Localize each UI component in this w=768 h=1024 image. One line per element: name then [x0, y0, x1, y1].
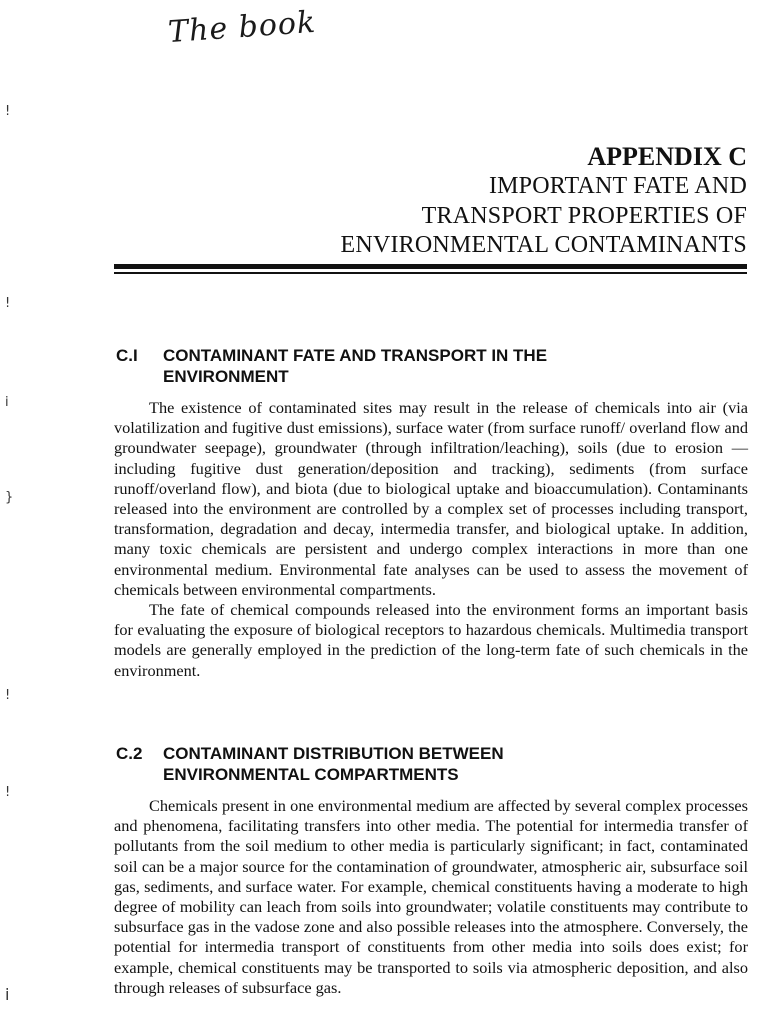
margin-mark: ! [5, 688, 11, 703]
paragraph: Chemicals present in one environmental medium are affected by several complex processes and phenomena, facilitating transfers into other media. The potential for intermedia transfer of pollutants from the soil medium to other media is particularly significant; in fact, contaminated soil can be a major source for the contamination of groundwater, atmospheric air, subsurface soil gas, sediments, and surface water. For example, chemical constituents having a moderate to high degree of mobility can leach from soils into groundwater; volatile constituents may contribute to subsurface gas in the vadose zone and also possible releases into the atmosphere. Conversely, the potential for intermedia transport of constituents from other media into soils does exist; for example, chemical constituents may be transported to soils via atmospheric deposition, and also through releases of subsurface gas. [114, 796, 748, 997]
margin-mark: ! [5, 104, 11, 119]
margin-mark: i [5, 395, 9, 410]
section-title: CONTAMINANT FATE AND TRANSPORT IN THE ENVIRONMENT [163, 346, 548, 386]
appendix-subtitle-line: IMPORTANT FATE AND [488, 173, 747, 199]
paragraph: The fate of chemical compounds released into the environment forms an important basis for evaluating the exposure of biological receptors to hazardous chemicals. Multimedia transport models are generally employed in the prediction of the long-term fate of such chemicals in the environment. [114, 600, 748, 680]
appendix-title: APPENDIX C [587, 142, 747, 171]
section-body-c2 [114, 796, 748, 998]
section-body-c1 [114, 398, 748, 681]
section-heading-c1 [116, 345, 583, 387]
section-title: CONTAMINANT DISTRIBUTION BETWEEN ENVIRONMENTAL COMPARTMENTS [163, 744, 504, 784]
appendix-subtitle-line: ENVIRONMENTAL CONTAMINANTS [340, 232, 747, 258]
handwritten-note: The book [166, 4, 318, 51]
appendix-subtitle-line: TRANSPORT PROPERTIES OF [421, 202, 747, 229]
margin-mark: i [5, 985, 10, 1004]
margin-mark: ! [5, 296, 11, 311]
margin-mark: } [5, 490, 14, 505]
section-heading-c2 [116, 743, 583, 785]
appendix-header [341, 142, 747, 261]
section-number: C.2 [116, 744, 143, 763]
header-rule-thick [114, 264, 747, 269]
paragraph: The existence of contaminated sites may result in the release of chemicals into air (via volatilization and fugitive dust emissions), surface water (from surface runoff/ overland flow and groundwater seepage), groundwater (through infiltration/leaching), soils (due to erosion — including fugitive dust generation/deposition and tracking), sediments (from surface runoff/overland flow), and biota (due to biological uptake and bioaccumulation). Contaminants released into the environment are controlled by a complex set of processes including transport, transformation, degradation and decay, intermedia transfer, and biological uptake. In addition, many toxic chemicals are persistent and undergo complex interactions in more than one environmental medium. Environmental fate analyses can be used to assess the movement of chemicals between environmental compartments. [114, 398, 748, 599]
header-rule-thin [114, 272, 747, 274]
section-number: C.I [116, 346, 138, 365]
margin-mark: ! [5, 785, 11, 800]
